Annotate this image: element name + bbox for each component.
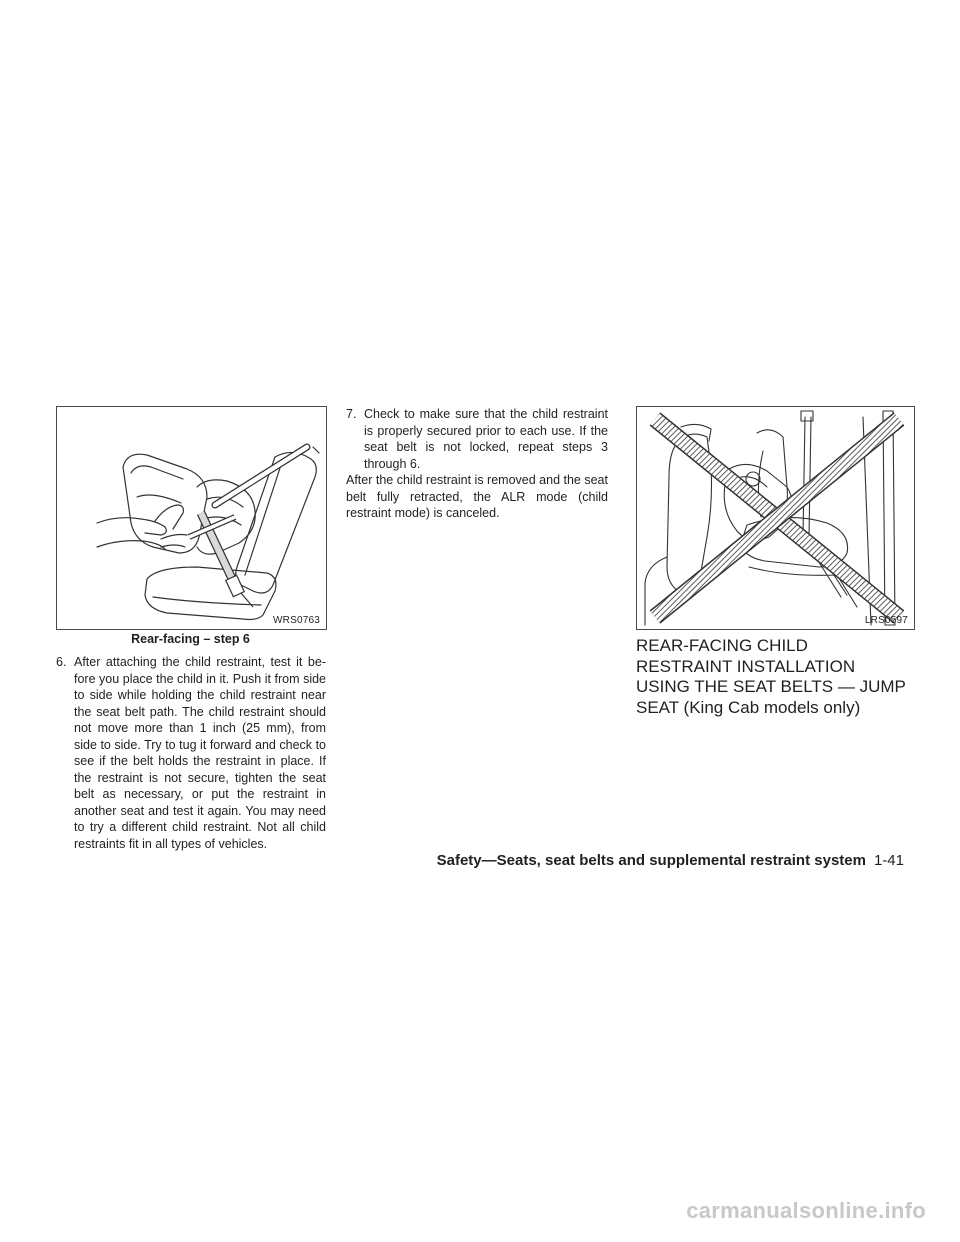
step-text: Check to make sure that the child restraint is properly secured prior to each use. If the seat belt is not locked, repeat steps 3 through 6. <box>364 407 608 471</box>
footer-section-title: Safety—Seats, seat belts and supplemental restraint system <box>436 852 866 869</box>
section-heading: REAR-FACING CHILD RESTRAINT INSTALLATION USING THE SEAT BELTS — JUMP SEAT (King Cab models only) <box>636 636 906 717</box>
figure-caption: Rear-facing – step 6 <box>131 632 250 646</box>
alr-mode-paragraph: After the child restraint is removed and the seat belt fully retracted, the ALR mode (child restraint mode) is canceled. <box>346 473 608 520</box>
figure-rear-facing-step-6 <box>56 406 327 630</box>
page-footer <box>437 852 904 869</box>
watermark: carmanualsonline.info <box>686 1198 926 1223</box>
step-6 <box>56 654 326 852</box>
figure-code: LRS0597 <box>864 615 908 626</box>
child-restraint-illustration <box>57 407 326 629</box>
jump-seat-illustration <box>637 407 914 629</box>
step-number: 7. <box>346 407 357 421</box>
step-text: After attaching the child restraint, test it be-fore you place the child in it. Push it from side to side while holding the child restraint near the seat belt path. The child restraint should not move more than 1 inch (25 mm), from side to side. Try to tug it forward and check to see if the belt holds the restraint in place. If the restraint is not secure, tighten the seat belt as necessary, or put the restraint in another seat and test it again. You may need to try a different child restraint. Not all child restraints fit in all types of vehicles. <box>74 655 326 851</box>
figure-jump-seat-crossed-out <box>636 406 915 630</box>
step-number: 6. <box>56 655 67 669</box>
page-number: 1-41 <box>873 852 904 869</box>
step-7 <box>346 406 608 472</box>
figure-code: WRS0763 <box>273 615 320 626</box>
